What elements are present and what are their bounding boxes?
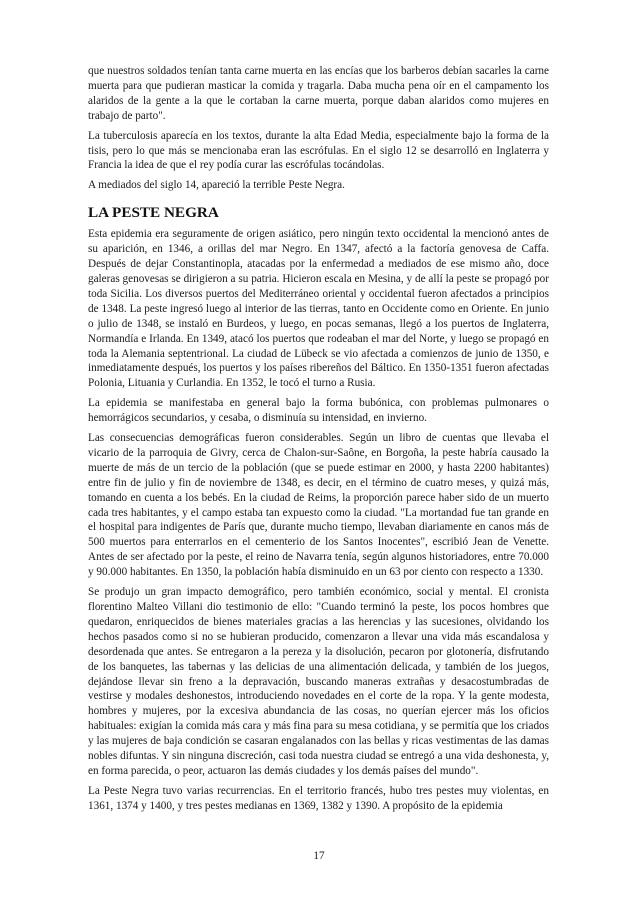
paragraph-black-death-intro: A mediados del siglo 14, apareció la terrible Peste Negra. (88, 179, 345, 192)
paragraph-villani-testimony: Se produjo un gran impacto demográfico, pero también económico, social y mental. El cronista florentino Malteo Villani dio testimonio de ello: "Cuando terminó la peste, los pocos hombres que quedaron, enriquecidos de bienes materiales gracias a las herencias y las sucesiones, olvidando los hechos pasados como si no se hubieran producido, comenzaron a llevar una vida más escandalosa y desordenada que antes. Se entregaron a la pereza y la disolución, pecaron por glotonería, disfrutando de los banquetes, las tabernas y las delicias de una alimentación delicada, y también de los juegos, dejándose llevar sin freno a la depravación, buscando maneras extrañas y desacostumbradas de vestirse y modales deshonestos, introduciendo novedades en el corte de la ropa. Y la gente modesta, hombres y mujeres, por la excesiva abundancia de las cosas, no querían ejercer más los oficios habituales: exigían la comida más cara y más fina para su mesa cotidiana, y se permitía que los criados y las mujeres de baja condición se casaran engalanados con las bellas y ricas vestimentas de las damas nobles difuntas. Y sin ninguna discreción, casi toda nuestra ciudad se entregó a una vida deshonesta, y, en forma parecida, o peor, actuaron las demás ciudades y los demás países del mundo". (88, 586, 549, 777)
paragraph-demographic-consequences: Las consecuencias demográficas fueron considerables. Según un libro de cuentas que llevaba el vicario de la parroquia de Givry, cerca de Chalon-sur-Saône, en Borgoña, la peste habría causado la muerte de más de un tercio de la población (que se puede estimar en 2000, y hasta 2200 habitantes) entre fin de julio y fin de noviembre de 1348, es decir, en el término de cuatro meses, y quizá más, tomando en cuenta a los bebés. En la ciudad de Reims, la proporción parece haber sido de un muerto cada tres habitantes, y el campo estaba tan expuesto como la ciudad. "La mortandad fue tan grande en el hospital para indigentes de París que, durante mucho tiempo, llevaban diariamente en canos más de 500 muertos para enterrarlos en el cementerio de los Santos Inocentes", escribió Jean de Venette. Antes de ser afectado por la peste, el reino de Navarra tenía, según algunos historiadores, entre 70.000 y 90.000 habitantes. En 1350, la población había disminuido en un 63 por ciento con respecto a 1330. (88, 432, 549, 579)
document-page (88, 64, 549, 819)
paragraph-recurrences: La Peste Negra tuvo varias recurrencias. En el territorio francés, hubo tres pestes muy violentas, en 1361, 1374 y 1400, y tres pestes medianas en 1369, 1382 y 1390. A propósito de la epidemia (88, 784, 549, 812)
paragraph-origin-spread: Esta epidemia era seguramente de origen asiático, pero ningún texto occidental la mencionó antes de su aparición, en 1346, a orillas del mar Negro. En 1347, afectó a la factoría genovesa de Caffa. Después de dejar Constantinopla, atacadas por la enfermedad a mediados de ese mismo año, doce galeras genovesas se dirigieron a su patria. Hicieron escala en Mesina, y de allí la peste se propagó por toda Sicilia. Los diversos puertos del Mediterráneo oriental y occidental fueron afectados a principios de 1348. La peste ingresó luego al interior de las tierras, tanto en Occidente como en Oriente. En junio o julio de 1348, se instaló en Burdeos, y luego, en pocas semanas, llegó a los puertos de Inglaterra, Normandía e Irlanda. En 1349, atacó los puertos que rodeaban el mar del Norte, y luego se propagó en toda la Alemania septentrional. La ciudad de Lübeck se vio afectada a comienzos de junio de 1350, e inmediatamente después, los puertos y los países ribereños del Báltico. En 1350-1351 fueron afectadas Polonia, Lituania y Curlandia. En 1352, le tocó el turno a Rusia. (88, 228, 549, 390)
section-heading: LA PESTE NEGRA (88, 204, 219, 222)
paragraph-soldiers-quote: que nuestros soldados tenían tanta carne muerta en las encías que los barberos debían sacarles la carne muerta para que pudieran masticar la comida y tragarla. Daba mucha pena oír en el campamento los alaridos de la gente a la que le cortaban la carne muerta, porque daban alaridos como mujeres en trabajo de parto". (88, 65, 549, 122)
paragraph-bubonic-form: La epidemia se manifestaba en general bajo la forma bubónica, con problemas pulmonares o hemorrágicos secundarios, y cesaba, o disminuía su intensidad, en invierno. (88, 397, 549, 425)
page-number: 17 (313, 850, 325, 862)
paragraph-tuberculosis: La tuberculosis aparecía en los textos, durante la alta Edad Media, especialmente bajo la forma de la tisis, pero lo que más se mencionaba eran las escrófulas. En el siglo 12 se desarrolló en Inglaterra y Francia la idea de que el rey podía curar las escrófulas tocándolas. (88, 129, 549, 172)
